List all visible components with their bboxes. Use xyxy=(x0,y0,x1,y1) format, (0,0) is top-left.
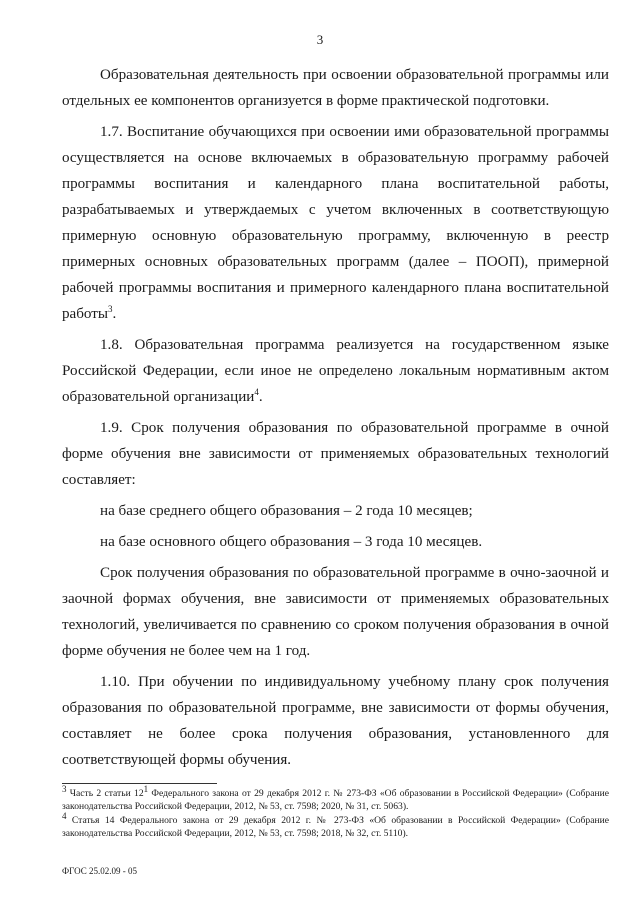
page-number: 3 xyxy=(316,32,324,47)
footnote-ref-4: 4 xyxy=(254,386,259,397)
footnote-text: Статья 14 Федерального закона от 29 декабря 2012 г. № 273-ФЗ «Об образовании в Российской Федерации» (Собрание законодательства Российской Федерации, 2012, № 53, ст. 7598; 2018, № 32, ст. 5110). xyxy=(62,815,609,839)
paragraph-practical-training xyxy=(62,62,609,114)
paragraph-text: Образовательная деятельность при освоении образовательной программы или отдельных ее компонентов организуется в форме практической подготовки. xyxy=(62,67,609,109)
footnote-4 xyxy=(62,810,609,840)
paragraph-text: на базе среднего общего образования – 2 года 10 месяцев; xyxy=(100,503,473,519)
paragraph-1-8 xyxy=(62,332,609,410)
paragraph-tail: . xyxy=(112,306,117,322)
paragraph-text: Срок получения образования по образовательной программе в очно-заочной и заочной формах обучения, вне зависимости от применяемых образовательных технологий, увеличивается по сравнению со сроком получения образования в очной форме обучения не более чем на 1 год. xyxy=(62,565,609,659)
paragraph-text: 1.10. При обучении по индивидуальному учебному плану срок получения образования по образовательной программе, вне зависимости от формы обучения, составляет не более срока получения образования, установленного для соответствующей формы обучения. xyxy=(62,674,609,768)
body-text xyxy=(62,62,609,778)
footnote-inline-sup: 1 xyxy=(143,783,149,794)
paragraph-text: на базе основного общего образования – 3 года 10 месяцев. xyxy=(100,534,483,550)
footnote-3 xyxy=(62,783,609,813)
document-code: ФГОС 25.02.09 - 05 xyxy=(62,866,137,876)
footnotes xyxy=(62,783,609,842)
footnote-ref-3: 3 xyxy=(108,303,113,314)
paragraph-basic-base xyxy=(62,529,609,555)
paragraph-1-9 xyxy=(62,415,609,493)
footnote-number: 4 xyxy=(62,810,67,821)
paragraph-text: 1.8. Образовательная программа реализуется на государственном языке Российской Федерации, если иное не определено локальным нормативным актом образовательной организации xyxy=(62,337,609,405)
paragraph-part-time xyxy=(62,560,609,664)
footnote-number: 3 xyxy=(62,783,67,794)
footnote-divider xyxy=(62,783,217,784)
paragraph-text: 1.7. Воспитание обучающихся при освоении ими образовательной программы осуществляется на основе включаемых в образовательную программу рабочей программы воспитания и календарного плана воспитательной работы, разрабатываемых и утверждаемых с учетом включенных в соответствующую примерную основную образовательную программу, включенную в реестр примерных основных образовательных программ (далее – ПООП), примерной рабочей программы воспитания и примерного календарного плана воспитательной работы xyxy=(62,124,609,322)
paragraph-1-7 xyxy=(62,119,609,327)
paragraph-1-10 xyxy=(62,669,609,773)
footnote-tail: Федерального закона от 29 декабря 2012 г. № 273-ФЗ «Об образовании в Российской Федерации» (Собрание законодательства Российской Федерации, 2012, № 53, ст. 7598; 2020, № 31, ст. 5063). xyxy=(62,788,609,812)
paragraph-tail: . xyxy=(258,389,263,405)
paragraph-text: 1.9. Срок получения образования по образовательной программе в очной форме обучения вне зависимости от применяемых образовательных технологий составляет: xyxy=(62,420,609,488)
paragraph-secondary-base xyxy=(62,498,609,524)
footnote-text: Часть 2 статьи 12 xyxy=(69,788,144,799)
